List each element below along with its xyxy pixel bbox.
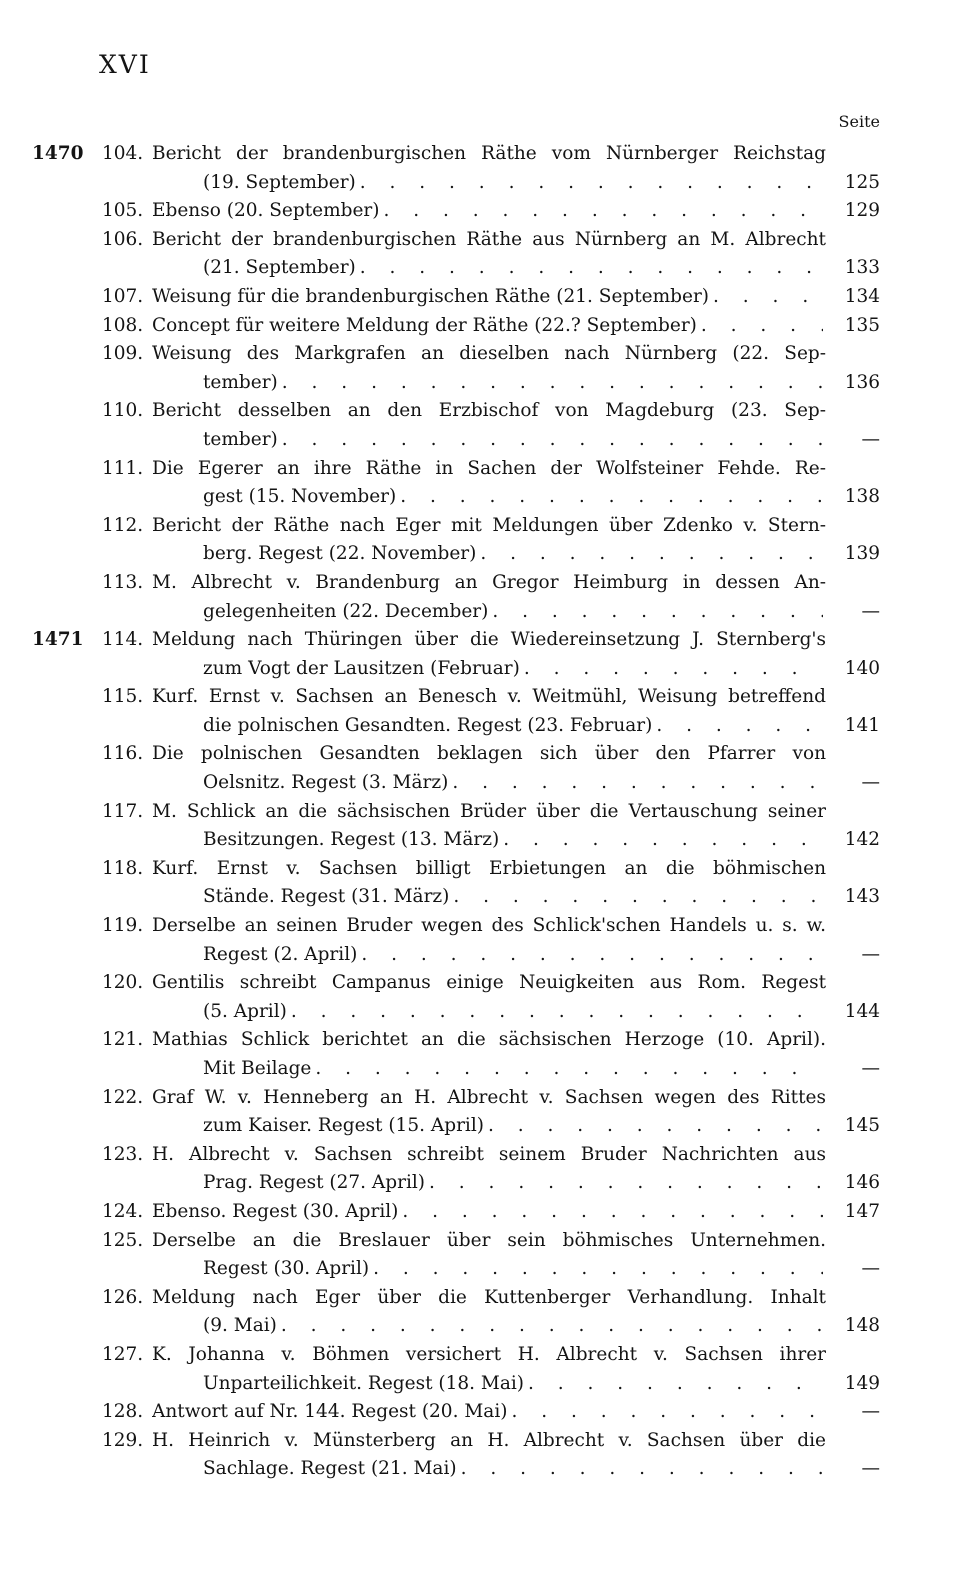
entry-title-continuation (203, 369, 823, 398)
entry-title-continuation (203, 598, 823, 627)
entry-number: 123. (102, 1143, 144, 1165)
entry-number: 112. (102, 514, 144, 536)
entry-title-continuation (203, 998, 823, 1027)
entry-title: Graf W. v. Henneberg an H. Albrecht v. Sachsen wegen des Rittes (152, 1086, 826, 1108)
entry-title: H. Albrecht v. Sachsen schreibt seinem Bruder Nachrichten aus (152, 1143, 826, 1165)
entry-title: Weisung des Markgrafen an dieselben nach Nürnberg (22. Sep- (152, 343, 826, 365)
dot-leader (278, 426, 823, 455)
entry-title: Mathias Schlick berichtet an die sächsischen Herzoge (10. April). (152, 1029, 826, 1051)
entry-page: 148 (844, 1315, 880, 1337)
entry-title: M. Schlick an die sächsischen Brüder über die Vertauschung seiner (152, 800, 826, 822)
toc-entry (0, 626, 960, 683)
toc-entry (0, 1398, 960, 1427)
entry-title: Kurf. Ernst v. Sachsen an Benesch v. Weitmühl, Weisung betreffend (152, 686, 826, 708)
entry-title-continuation (203, 1312, 823, 1341)
entry-title-text: Concept für weitere Meldung der Räthe (22.? September) (152, 314, 697, 336)
entry-title-end: Regest (2. April) (203, 943, 358, 965)
entry-number: 111. (102, 457, 144, 479)
toc-entry (0, 340, 960, 397)
entry-number: 113. (102, 571, 144, 593)
entry-page: — (861, 943, 880, 965)
entry-title-continuation (203, 1112, 823, 1141)
entry-title: Bericht der Räthe nach Eger mit Meldungen über Zdenko v. Stern- (152, 514, 826, 536)
dot-leader (396, 483, 823, 512)
dot-leader (278, 369, 823, 398)
dot-leader (524, 1370, 823, 1399)
entry-number: 117. (102, 800, 144, 822)
entry-title-continuation (203, 1169, 823, 1198)
entry-page: — (861, 600, 880, 622)
toc-entry (0, 683, 960, 740)
entry-title (152, 312, 823, 341)
entry-number: 126. (102, 1286, 144, 1308)
entry-title-end: gelegenheiten (22. December) (203, 600, 489, 622)
dot-leader (499, 826, 823, 855)
entry-page: 143 (844, 886, 880, 908)
dot-leader (356, 169, 823, 198)
entry-title: Die Egerer an ihre Räthe in Sachen der Wolfsteiner Fehde. Re- (152, 457, 826, 479)
entry-page: 142 (844, 829, 880, 851)
toc-entry (0, 969, 960, 1026)
entry-number: 105. (102, 200, 144, 222)
toc-entry (0, 740, 960, 797)
entry-number: 118. (102, 857, 144, 879)
entry-title-end: die polnischen Gesandten. Regest (23. Februar) (203, 714, 653, 736)
dot-leader (520, 655, 823, 684)
entry-title-text: Weisung für die brandenburgischen Räthe (21. September) (152, 285, 710, 307)
page-number: XVI (99, 50, 151, 79)
entry-page: 136 (844, 371, 880, 393)
dot-leader (488, 598, 823, 627)
entry-title (152, 1198, 823, 1227)
entry-number: 116. (102, 743, 144, 765)
entry-page: 134 (844, 285, 880, 307)
entry-number: 109. (102, 343, 144, 365)
entry-title: K. Johanna v. Böhmen versichert H. Albrecht v. Sachsen ihrer (152, 1343, 826, 1365)
entry-number: 108. (102, 314, 144, 336)
entry-title-continuation (203, 169, 823, 198)
entry-title-continuation (203, 426, 823, 455)
entry-title-end: tember) (203, 371, 278, 393)
entry-page: 135 (844, 314, 880, 336)
entry-title-end: (5. April) (203, 1000, 287, 1022)
entry-page: 125 (844, 171, 880, 193)
entry-page: — (861, 1401, 880, 1423)
entry-page: — (861, 1058, 880, 1079)
dot-leader (449, 883, 823, 912)
entry-title (152, 283, 823, 312)
entry-title-continuation (203, 1055, 823, 1084)
entry-page: 129 (844, 200, 880, 222)
dot-leader (398, 1198, 823, 1227)
entry-title (152, 197, 823, 226)
entry-title-continuation (203, 540, 823, 569)
entry-title-end: Mit Beilage (203, 1058, 312, 1079)
entry-number: 119. (102, 915, 144, 937)
toc-entry (0, 855, 960, 912)
dot-leader (709, 283, 823, 312)
dot-leader (287, 998, 823, 1027)
entry-title-end: Stände. Regest (31. März) (203, 886, 450, 908)
dot-leader (425, 1169, 823, 1198)
entry-page: — (861, 772, 880, 794)
toc-entry (0, 1227, 960, 1284)
entry-page: 149 (844, 1372, 880, 1394)
entry-number: 121. (102, 1029, 144, 1051)
toc-entry (0, 1198, 960, 1227)
entry-title-end: zum Vogt der Lausitzen (Februar) (203, 657, 520, 679)
toc-entry (0, 1026, 960, 1083)
toc-entry (0, 397, 960, 454)
entry-title-continuation (203, 941, 823, 970)
entry-title-continuation (203, 655, 823, 684)
toc-entry (0, 1084, 960, 1141)
entry-page: 133 (844, 257, 880, 279)
entry-title-continuation (203, 883, 823, 912)
entry-title-end: Prag. Regest (27. April) (203, 1172, 426, 1194)
table-of-contents (0, 140, 960, 1484)
toc-entry (0, 912, 960, 969)
entry-title-continuation (203, 1455, 823, 1484)
entry-title: Derselbe an die Breslauer über sein böhmisches Unternehmen. (152, 1229, 826, 1251)
entry-title-text: Ebenso. Regest (30. April) (152, 1200, 399, 1222)
entry-title-text: Antwort auf Nr. 144. Regest (20. Mai) (152, 1401, 508, 1423)
entry-title-text: Ebenso (20. September) (152, 200, 380, 222)
dot-leader (476, 540, 823, 569)
dot-leader (277, 1312, 823, 1341)
entry-page: 147 (844, 1200, 880, 1222)
toc-entry (0, 1427, 960, 1484)
entry-number: 115. (102, 686, 144, 708)
entry-number: 104. (102, 143, 144, 164)
entry-number: 125. (102, 1229, 144, 1251)
entry-number: 129. (102, 1429, 144, 1451)
entry-number: 127. (102, 1343, 144, 1365)
entry-page: 139 (844, 543, 880, 565)
entry-title-end: tember) (203, 428, 278, 450)
entry-title-end: Oelsnitz. Regest (3. März) (203, 772, 449, 794)
toc-entry (0, 312, 960, 341)
entry-title-continuation (203, 483, 823, 512)
entry-page: 145 (844, 1115, 880, 1137)
toc-entry (0, 140, 960, 197)
entry-title-end: (19. September) (203, 171, 356, 193)
entry-title-end: gest (15. November) (203, 486, 397, 508)
entry-title-end: (21. September) (203, 257, 356, 279)
entry-title-continuation (203, 254, 823, 283)
toc-entry (0, 1341, 960, 1398)
entry-number: 110. (102, 400, 144, 422)
entry-page: 146 (844, 1172, 880, 1194)
toc-entry (0, 569, 960, 626)
entry-year: 1471 (32, 629, 84, 651)
entry-title: Bericht desselben an den Erzbischof von Magdeburg (23. Sep- (152, 400, 826, 422)
dot-leader (652, 712, 823, 741)
entry-title: Meldung nach Thüringen über die Wiedereinsetzung J. Sternberg's (152, 629, 826, 651)
toc-entry (0, 1284, 960, 1341)
dot-leader (507, 1398, 823, 1427)
entry-title-end: (9. Mai) (203, 1315, 277, 1337)
entry-title: Meldung nach Eger über die Kuttenberger Verhandlung. Inhalt (152, 1286, 826, 1308)
toc-entry (0, 455, 960, 512)
entry-title-end: zum Kaiser. Regest (15. April) (203, 1115, 484, 1137)
entry-title: Die polnischen Gesandten beklagen sich über den Pfarrer von (152, 743, 826, 765)
dot-leader (379, 197, 823, 226)
entry-title: Gentilis schreibt Campanus einige Neuigkeiten aus Rom. Regest (152, 972, 826, 994)
entry-title: Bericht der brandenburgischen Räthe aus Nürnberg an M. Albrecht (152, 228, 826, 250)
entry-title: Derselbe an seinen Bruder wegen des Schlick'schen Handels u. s. w. (152, 915, 826, 937)
dot-leader (356, 254, 823, 283)
dot-leader (357, 941, 823, 970)
entry-title-continuation (203, 826, 823, 855)
entry-number: 124. (102, 1200, 144, 1222)
entry-title-continuation (203, 1370, 823, 1399)
toc-entry (0, 1141, 960, 1198)
entry-number: 122. (102, 1086, 144, 1108)
entry-page: 138 (844, 486, 880, 508)
entry-page: 141 (844, 714, 880, 736)
toc-entry (0, 283, 960, 312)
toc-entry (0, 226, 960, 283)
entry-title-continuation (203, 1255, 823, 1284)
entry-title-end: Unparteilichkeit. Regest (18. Mai) (203, 1372, 525, 1394)
dot-leader (369, 1255, 823, 1284)
dot-leader (457, 1455, 823, 1484)
entry-title (152, 1398, 823, 1427)
entry-page: 144 (844, 1000, 880, 1022)
entry-number: 120. (102, 972, 144, 994)
entry-page: — (861, 1458, 880, 1480)
entry-number: 107. (102, 285, 144, 307)
entry-title: M. Albrecht v. Brandenburg an Gregor Heimburg in dessen An- (152, 571, 826, 593)
toc-entry (0, 798, 960, 855)
entry-title: Kurf. Ernst v. Sachsen billigt Erbietungen an die böhmischen (152, 857, 826, 879)
entry-title-end: Besitzungen. Regest (13. März) (203, 829, 500, 851)
entry-title: Bericht der brandenburgischen Räthe vom Nürnberger Reichstag (152, 143, 826, 164)
entry-title-continuation (203, 769, 823, 798)
entry-number: 114. (102, 629, 144, 651)
dot-leader (448, 769, 823, 798)
entry-title-end: berg. Regest (22. November) (203, 543, 477, 565)
entry-title-end: Regest (30. April) (203, 1258, 370, 1280)
entry-year: 1470 (32, 143, 84, 164)
page-column-label: Seite (838, 112, 880, 131)
entry-title: H. Heinrich v. Münsterberg an H. Albrecht v. Sachsen über die (152, 1429, 826, 1451)
toc-entry (0, 512, 960, 569)
entry-number: 128. (102, 1401, 144, 1423)
entry-page: — (861, 1258, 880, 1280)
entry-page: 140 (844, 657, 880, 679)
dot-leader (311, 1055, 823, 1084)
dot-leader (484, 1112, 823, 1141)
toc-entry (0, 197, 960, 226)
entry-title-end: Sachlage. Regest (21. Mai) (203, 1458, 457, 1480)
entry-number: 106. (102, 228, 144, 250)
entry-title-continuation (203, 712, 823, 741)
dot-leader (697, 312, 823, 341)
entry-page: — (861, 428, 880, 450)
